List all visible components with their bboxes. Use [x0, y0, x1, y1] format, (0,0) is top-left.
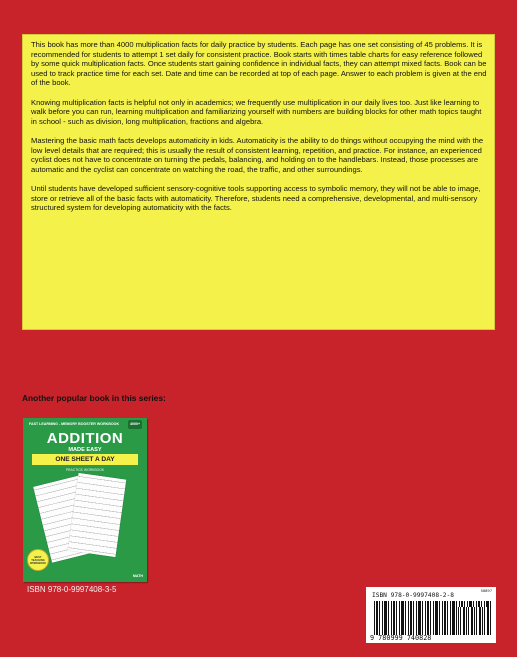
description-box — [22, 34, 495, 330]
addition-book-cover — [23, 418, 147, 582]
book-logo: MATH — [132, 574, 143, 578]
book-author: PRACTICE WORKBOOK — [65, 468, 105, 472]
description-paragraph-3: Mastering the basic math facts develops automaticity in kids. Automaticity is the ability to do things without occupying the mind with the low level details that are required; this is usually the result of consistent learning, repetition, and practice. For instance, an experienced cyclist does not have to concentrate on turning the pedals, balancing, and holding on to the handlebars. Instead, those processes are automatic and the cyclist can concentrate on watching the road, the traffic, and other surroundings. — [31, 135, 484, 174]
series-heading: Another popular book in this series: — [22, 393, 166, 403]
series-book-isbn: ISBN 978-0-9997408-3-5 — [27, 585, 117, 594]
description-paragraph-4: Until students have developed sufficient sensory-cognitive tools supporting access to symbolic memory, they will not be able to image, store or retrieve all of the basic facts with automaticity. Therefore, students need a comprehensive, developmental, and multi-sensory structured system for developing automaticity with the facts. — [31, 183, 481, 213]
book-tagline: FAST LEARNING - MEMORY BOOSTER WORKBOOK — [29, 422, 120, 426]
barcode-isbn: ISBN 978-0-9997408-2-8 — [372, 592, 454, 599]
worksheet-image — [68, 473, 126, 557]
book-ribbon: ONE SHEET A DAY — [32, 454, 138, 465]
book-title: ADDITION — [46, 430, 124, 447]
description-paragraph-2: Knowing multiplication facts is helpful not only in academics; we frequently use multiplication in our daily lives too. Just like learning to walk before you can run, learning multiplication and familiarizing yourself with numbers are building blocks for other math topics taught in school - such as division, long multiplication, fractions and algebra. — [31, 97, 482, 126]
book-badge: 4000+ — [128, 420, 142, 429]
book-subtitle: MADE EASY — [68, 447, 102, 453]
barcode-block — [366, 587, 496, 643]
description-paragraph-1: This book has more than 4000 multiplication facts for daily practice by students. Each page has one set consisting of 45 problems. It is recommended for students to attempt 1 set daily for consistent practice. Book starts with times table charts for easy reference followed by some quick multiplication facts. Once students start gaining confidence in individual facts, they can attempt mixed facts. Book can be used to track practice time for each set. Date and time can be recorded at top of each page. Answer to each problem is given at the end of the book. — [31, 40, 487, 88]
addon-bars — [458, 607, 492, 635]
seal-badge: BEST TEACHING WORKBOOK — [27, 549, 49, 571]
barcode-ean: 9 780999 740828 — [370, 634, 432, 642]
price-code: 50897 — [480, 588, 492, 593]
